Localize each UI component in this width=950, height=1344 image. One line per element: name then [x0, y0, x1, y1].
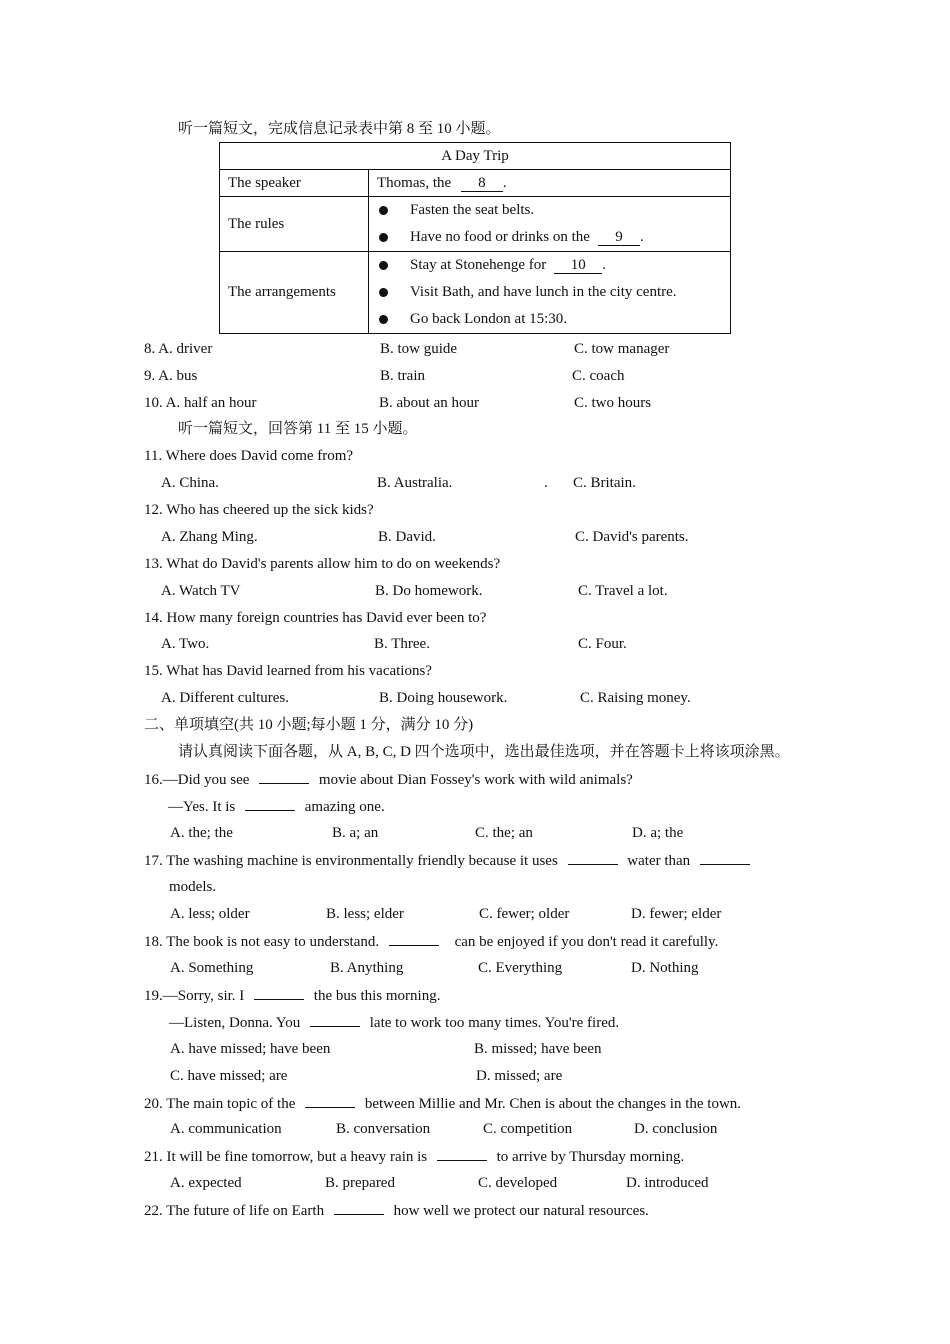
- arrangement-1-text: Stay at Stonehenge for: [410, 257, 547, 273]
- q18-option-a: A. Something: [170, 960, 254, 976]
- q17-option-b: B. less; elder: [326, 906, 404, 922]
- table-title: A Day Trip: [220, 143, 731, 170]
- bullet-icon: [379, 315, 388, 324]
- blank-9: 9: [598, 229, 640, 246]
- q19-option-a: A. have missed; have been: [170, 1041, 331, 1057]
- q12-option-a: A. Zhang Ming.: [161, 529, 258, 545]
- q11-option-a: A. China.: [161, 475, 219, 491]
- q20-option-c: C. competition: [483, 1121, 573, 1137]
- rule-2-text: Have no food or drinks on the: [410, 229, 590, 245]
- q10-option-c: C. two hours: [574, 395, 652, 411]
- answer-blank: [245, 796, 295, 811]
- listening-instruction-2: 听一篇短文，回答第 11 至 15 小题。: [178, 421, 418, 437]
- q15-option-a: A. Different cultures.: [161, 690, 290, 706]
- q19-line-2: —Listen, Donna. You late to work too many times. You're fired.: [169, 1012, 619, 1033]
- speaker-text: Thomas, the: [377, 174, 452, 191]
- q14-stem: 14. How many foreign countries has David ever been to?: [144, 610, 487, 626]
- q21-line-1: 21. It will be fine tomorrow, but a heavy rain is to arrive by Thursday morning.: [144, 1146, 684, 1167]
- rule-item: Have no food or drinks on the 9 .: [377, 224, 722, 251]
- q11-stem: 11. Where does David come from?: [144, 448, 354, 464]
- answer-blank: [305, 1093, 355, 1108]
- bullet-icon: [379, 288, 388, 297]
- q16-option-d: D. a; the: [632, 825, 684, 841]
- speaker-label: The speaker: [220, 170, 369, 197]
- arrangement-item: [377, 306, 722, 333]
- q10-option-b: B. about an hour: [379, 395, 479, 411]
- q19-option-c: C. have missed; are: [170, 1068, 288, 1084]
- q11-stray-dot: .: [544, 475, 548, 491]
- q15-stem: 15. What has David learned from his vacations?: [144, 663, 432, 679]
- q17-line-1: 17. The washing machine is environmentally friendly because it uses water than: [144, 850, 750, 871]
- answer-blank: [437, 1146, 487, 1161]
- q8-option-c: C. tow manager: [574, 341, 670, 357]
- q11-option-b: B. Australia.: [377, 475, 453, 491]
- q8-option-b: B. tow guide: [380, 341, 458, 357]
- section-2-heading: 二、单项填空(共 10 小题;每小题 1 分，满分 10 分): [144, 717, 474, 733]
- q14-option-b: B. Three.: [374, 636, 430, 652]
- q17-option-a: A. less; older: [170, 906, 250, 922]
- q18-option-d: D. Nothing: [631, 960, 699, 976]
- q13-option-b: B. Do homework.: [375, 583, 483, 599]
- q12-option-c: C. David's parents.: [575, 529, 689, 545]
- answer-blank: [310, 1012, 360, 1027]
- q19-line-1: 19.—Sorry, sir. I the bus this morning.: [144, 985, 440, 1006]
- rule-item: [377, 197, 722, 224]
- answer-blank: [259, 769, 309, 784]
- q9-option-b: B. train: [380, 368, 425, 384]
- q20-line-1: 20. The main topic of the between Millie and Mr. Chen is about the changes in the town.: [144, 1093, 741, 1114]
- q13-stem: 13. What do David's parents allow him to do on weekends?: [144, 556, 501, 572]
- q21-option-d: D. introduced: [626, 1175, 709, 1191]
- answer-blank: [334, 1200, 384, 1215]
- q14-option-a: A. Two.: [161, 636, 210, 652]
- q12-option-b: B. David.: [378, 529, 436, 545]
- answer-blank: [389, 931, 439, 946]
- q10-option-a: 10. A. half an hour: [144, 395, 257, 411]
- q19-option-d: D. missed; are: [476, 1068, 563, 1084]
- q16-line-1: 16.—Did you see movie about Dian Fossey's work with wild animals?: [144, 769, 633, 790]
- blank-10: 10: [554, 257, 602, 274]
- bullet-icon: [379, 206, 388, 215]
- q11-option-c: C. Britain.: [573, 475, 636, 491]
- q18-option-c: C. Everything: [478, 960, 563, 976]
- q17-option-d: D. fewer; elder: [631, 906, 722, 922]
- q19-option-b: B. missed; have been: [474, 1041, 602, 1057]
- q17-option-c: C. fewer; older: [479, 906, 570, 922]
- q20-option-d: D. conclusion: [634, 1121, 718, 1137]
- section-2-instruction: 请认真阅读下面各题，从 A, B, C, D 四个选项中，选出最佳选项，并在答题卡上将该项涂黑。: [178, 744, 790, 760]
- q20-option-b: B. conversation: [336, 1121, 431, 1137]
- listening-instruction-1: 听一篇短文，完成信息记录表中第 8 至 10 小题。: [178, 121, 501, 137]
- arrangement-2-text: Visit Bath, and have lunch in the city centre.: [410, 284, 677, 300]
- q16-option-c: C. the; an: [475, 825, 533, 841]
- q21-option-c: C. developed: [478, 1175, 558, 1191]
- bullet-icon: [379, 233, 388, 242]
- q18-option-b: B. Anything: [330, 960, 404, 976]
- arrangement-3-text: Go back London at 15:30.: [410, 311, 568, 327]
- answer-blank: [254, 985, 304, 1000]
- speaker-cell: Thomas, the 8 .: [369, 170, 731, 197]
- q15-option-b: B. Doing housework.: [379, 690, 508, 706]
- q17-line-2: models.: [169, 879, 217, 895]
- arrangement-item: [377, 279, 722, 306]
- q18-line-1: 18. The book is not easy to understand. can be enjoyed if you don't read it carefully.: [144, 931, 718, 952]
- q16-option-b: B. a; an: [332, 825, 379, 841]
- q8-option-a: 8. A. driver: [144, 341, 213, 357]
- rules-cell: [369, 197, 731, 252]
- rule-1-text: Fasten the seat belts.: [410, 202, 535, 218]
- q20-option-a: A. communication: [170, 1121, 282, 1137]
- blank-8: 8: [461, 175, 503, 192]
- bullet-icon: [379, 261, 388, 270]
- q13-option-c: C. Travel a lot.: [578, 583, 668, 599]
- q12-stem: 12. Who has cheered up the sick kids?: [144, 502, 374, 518]
- q14-option-c: C. Four.: [578, 636, 627, 652]
- answer-blank: [700, 850, 750, 865]
- arrangement-item: Stay at Stonehenge for 10 .: [377, 252, 722, 279]
- q16-line-2: —Yes. It is amazing one.: [168, 796, 385, 817]
- rules-label: The rules: [220, 197, 369, 252]
- q15-option-c: C. Raising money.: [580, 690, 691, 706]
- q9-option-c: C. coach: [572, 368, 625, 384]
- arrangements-label: The arrangements: [220, 252, 369, 334]
- q13-option-a: A. Watch TV: [161, 583, 241, 599]
- arrangements-cell: [369, 252, 731, 334]
- day-trip-table: [219, 142, 731, 334]
- q16-option-a: A. the; the: [170, 825, 233, 841]
- answer-blank: [568, 850, 618, 865]
- q21-option-b: B. prepared: [325, 1175, 395, 1191]
- q9-option-a: 9. A. bus: [144, 368, 198, 384]
- q22-line-1: 22. The future of life on Earth how well we protect our natural resources.: [144, 1200, 649, 1221]
- q21-option-a: A. expected: [170, 1175, 242, 1191]
